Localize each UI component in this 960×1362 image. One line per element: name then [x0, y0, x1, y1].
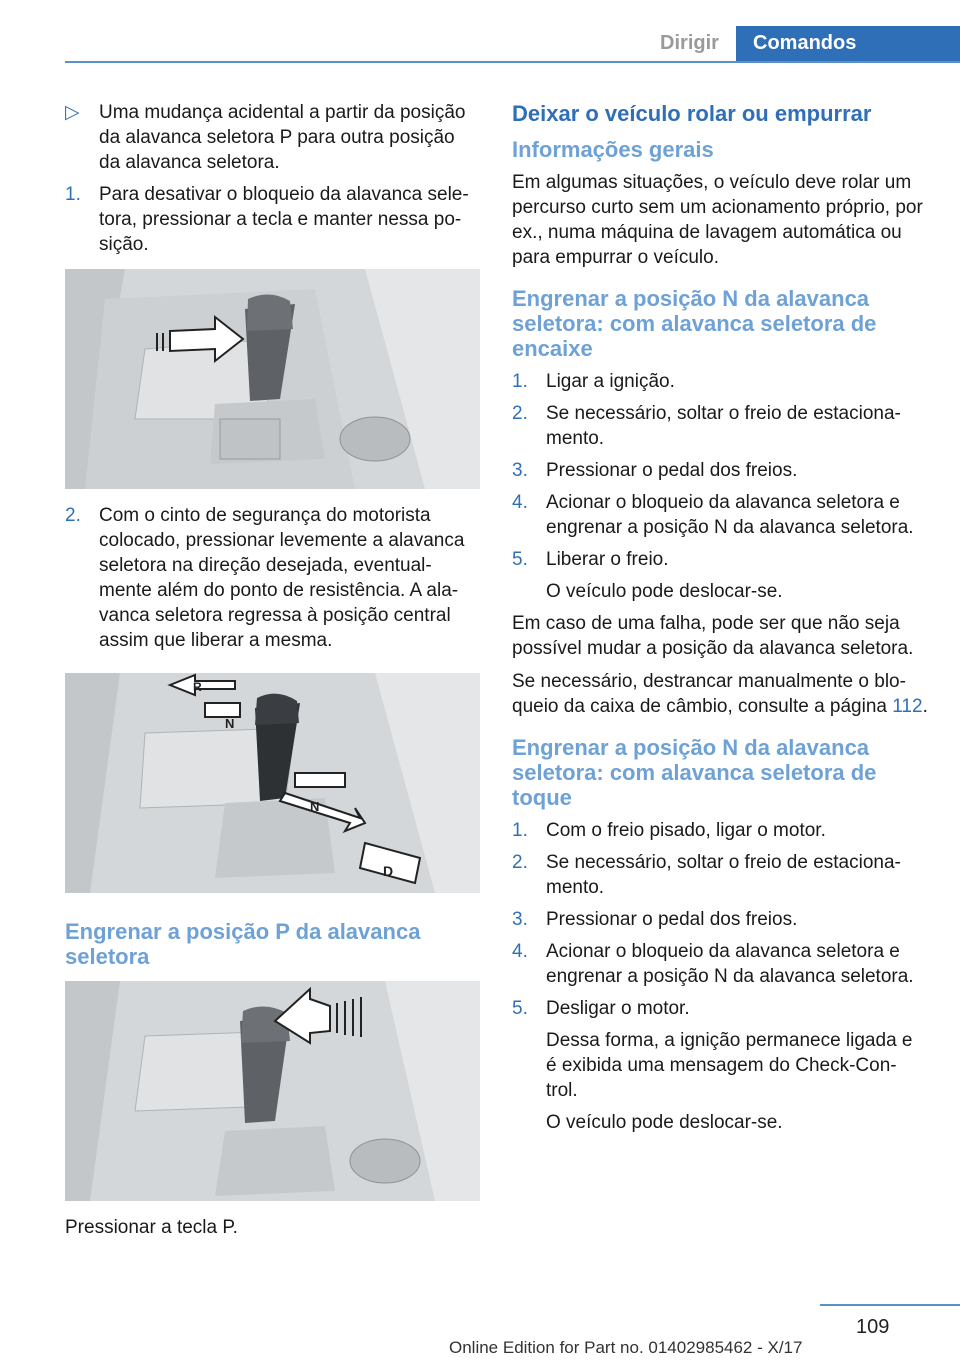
gear-lever-p-button-photo: [65, 981, 480, 1201]
step-number: 2.: [512, 403, 528, 424]
step-text: Com o cinto de segurança do motorista colocado, pressionar levemente a alavanca seletora na direção desejada, eventual‐mente além do ponto de resistência. A ala‐vanca seletora regressa à posição central assim que liberar a mesma.: [99, 505, 465, 651]
list-item: [512, 907, 928, 932]
subheading-detent-lever: Engrenar a posição N da alavanca seletora: com alavanca seletora de encaixe: [512, 286, 877, 361]
step-number: 1.: [512, 820, 528, 841]
step-number: 3.: [512, 909, 528, 930]
step-text: Acionar o bloqueio da alavanca seletora e engrenar a posição N da alavanca seletora.: [546, 492, 914, 538]
list-item: [65, 503, 480, 653]
header-rule: [65, 61, 960, 63]
list-item: [512, 939, 928, 989]
triangle-marker-icon: ▷: [65, 102, 80, 123]
list-item: [512, 369, 928, 394]
photo-caption: Pressionar a tecla P.: [65, 1217, 238, 1238]
step-text: Com o freio pisado, ligar o motor.: [546, 820, 826, 841]
diagram-label-n-upper: N: [225, 716, 235, 731]
step-text: Se necessário, soltar o freio de estaciona‐mento.: [546, 852, 901, 898]
step-number: 5.: [512, 549, 528, 570]
edition-footer: Online Edition for Part no. 01402985462 - X/17: [449, 1338, 803, 1357]
step-text: Pressionar o pedal dos freios.: [546, 909, 798, 930]
step-text: Desligar o motor.: [546, 998, 690, 1019]
list-item: [512, 401, 928, 451]
diagram-label-d: D: [383, 863, 394, 879]
step-number: 2.: [65, 505, 81, 526]
step-text: Ligar a ignição.: [546, 371, 675, 392]
subheading-general: Informações gerais: [512, 137, 714, 162]
step-continuation: Dessa forma, a ignição permanece ligada e é exibida uma mensagem do Check-Con‐trol.: [546, 1030, 913, 1101]
manual-unlock-period: .: [922, 696, 928, 717]
manual-unlock-text: Se necessário, destrancar manualmente o blo‐queio da caixa de câmbio, consulte a página: [512, 671, 906, 717]
diagram-label-n-lower: N: [310, 799, 320, 814]
list-item: [512, 490, 928, 540]
subheading-touch-lever: Engrenar a posição N da alavanca seletora: com alavanca seletora de toque: [512, 735, 877, 810]
step-number: 4.: [512, 941, 528, 962]
step-continuation: O veículo pode deslocar-se.: [546, 581, 783, 602]
gear-lever-unlock-photo: [65, 269, 480, 489]
right-column: [512, 100, 928, 1142]
step-text: Liberar o freio.: [546, 549, 669, 570]
page-number: 109: [856, 1316, 890, 1338]
left-column: [65, 100, 480, 1240]
list-item: [512, 547, 928, 572]
step-text: Se necessário, soltar o freio de estaciona‐mento.: [546, 403, 901, 449]
step-text: Para desativar o bloqueio da alavanca sele‐tora, pressionar a tecla e manter nessa po‐sição.: [99, 184, 469, 255]
list-item: [512, 818, 928, 843]
footer-rule: [820, 1304, 960, 1306]
paragraph-failure: Em caso de uma falha, pode ser que não seja possível mudar a posição da alavanca seletora.: [512, 613, 914, 659]
list-item: [512, 850, 928, 900]
diagram-label-r: R: [193, 680, 202, 694]
gear-lever-shift-photo: [65, 673, 480, 893]
step-continuation: O veículo pode deslocar-se.: [546, 1112, 783, 1133]
step-text: Pressionar o pedal dos freios.: [546, 460, 798, 481]
step-number: 5.: [512, 998, 528, 1019]
tab-dirigir[interactable]: Dirigir: [660, 32, 719, 54]
list-item: [512, 458, 928, 483]
step-number: 1.: [65, 184, 81, 205]
list-item: [65, 182, 480, 257]
intro-item: [65, 100, 480, 175]
intro-text: Uma mudança acidental a partir da posição da alavanca seletora P para outra posição da alavanca seletora.: [99, 102, 466, 173]
list-item: [512, 996, 928, 1021]
tab-comandos[interactable]: Comandos: [736, 26, 960, 62]
paragraph-manual-unlock: [512, 669, 928, 719]
step-text: Acionar o bloqueio da alavanca seletora e engrenar a posição N da alavanca seletora.: [546, 941, 914, 987]
step-number: 2.: [512, 852, 528, 873]
paragraph-general: Em algumas situações, o veículo deve rolar um percurso curto sem um acionamento próprio, por ex., numa máquina de lavagem automática ou para empurrar o veículo.: [512, 172, 923, 268]
step-number: 4.: [512, 492, 528, 513]
step-number: 1.: [512, 371, 528, 392]
step-number: 3.: [512, 460, 528, 481]
page-reference-link[interactable]: 112: [892, 696, 923, 717]
section-title: Deixar o veículo rolar ou empurrar: [512, 101, 872, 126]
section-heading-p: Engrenar a posição P da alavanca seletora: [65, 919, 421, 969]
